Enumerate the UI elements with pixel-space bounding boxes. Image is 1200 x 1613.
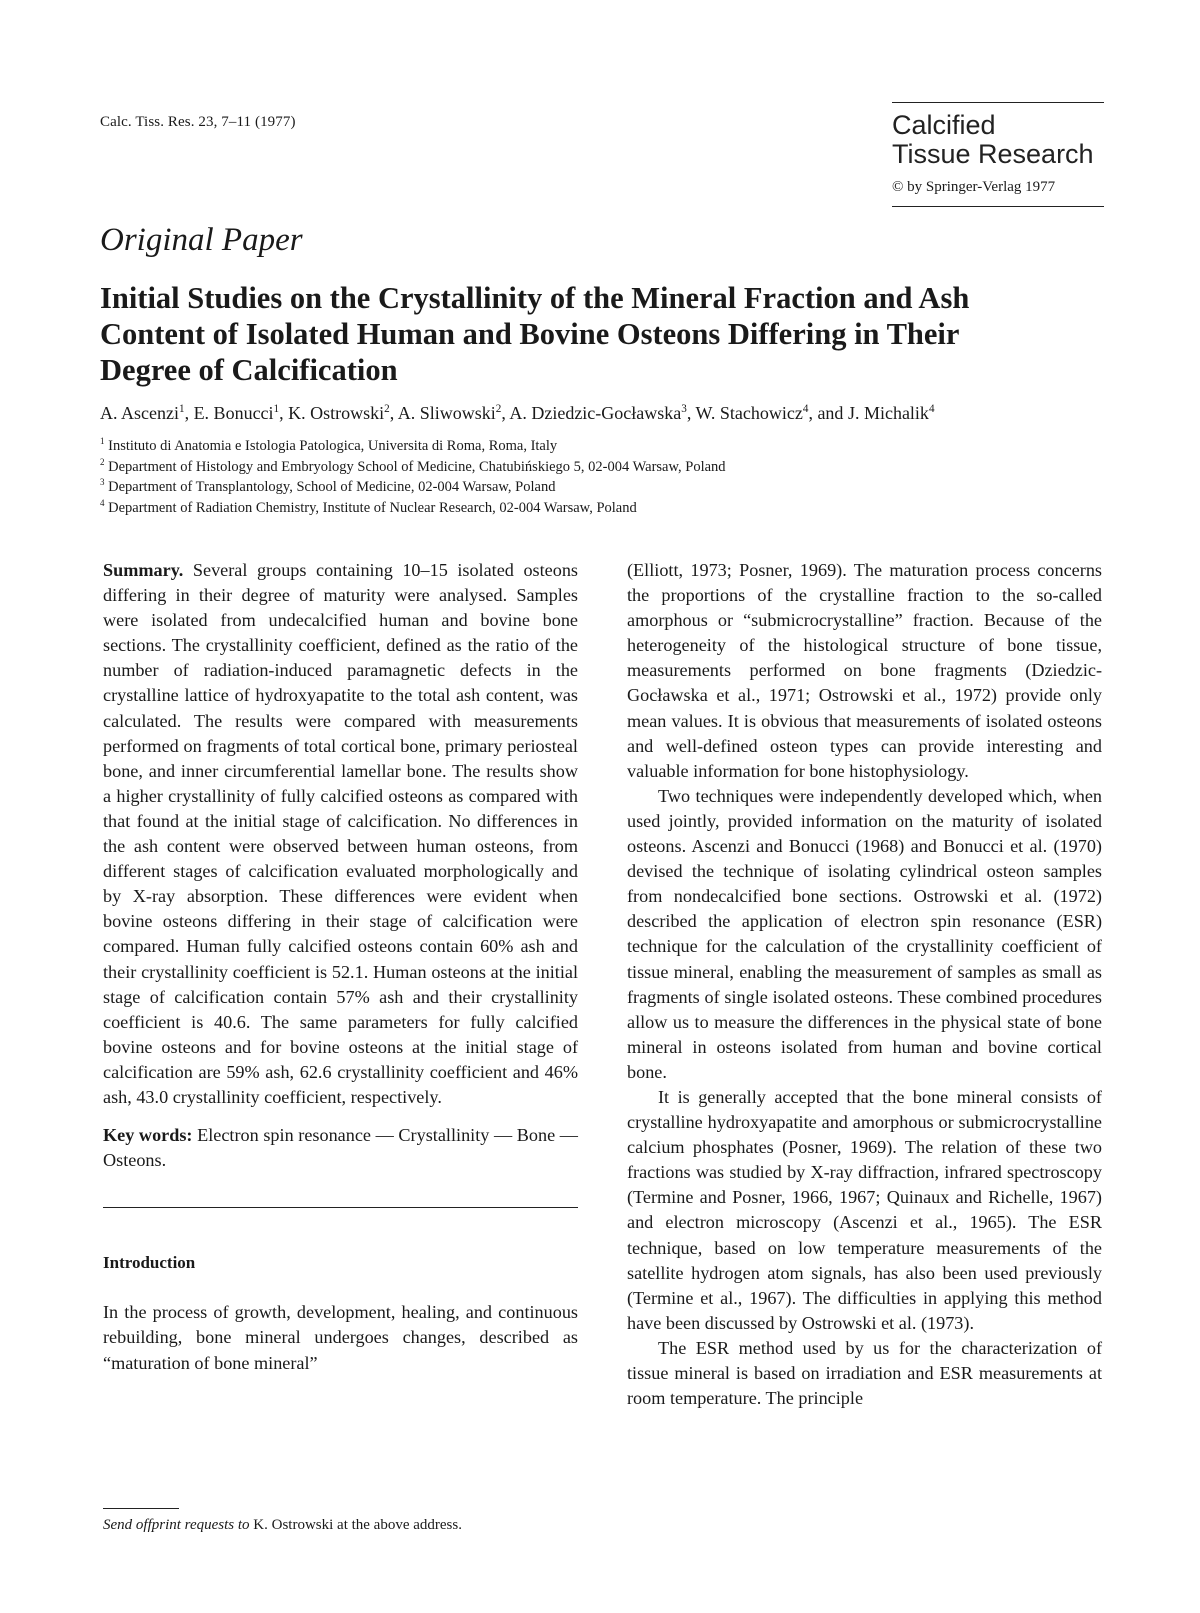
title-line1: Initial Studies on the Crystallinity of the Mineral Fraction and Ash: [100, 281, 970, 315]
masthead-bottom-rule: [892, 206, 1104, 207]
section-divider: [103, 1207, 578, 1208]
journal-citation: Calc. Tiss. Res. 23, 7–11 (1977): [100, 114, 296, 130]
introduction-heading: Introduction: [103, 1253, 196, 1273]
author-affiliation-mark: 1: [273, 403, 280, 415]
affiliation-text: Department of Transplantology, School of Medicine, 02-004 Warsaw, Poland: [108, 479, 556, 495]
author-affiliation-mark: 4: [928, 403, 935, 415]
title-line3: Degree of Calcification: [100, 353, 398, 387]
author-affiliation-mark: 2: [384, 403, 390, 415]
affiliation-item: [100, 457, 726, 478]
affiliation-text: Department of Radiation Chemistry, Institute of Nuclear Research, 02-004 Warsaw, Poland: [108, 499, 637, 516]
title-line2: Content of Isolated Human and Bovine Osteons Differing in Their: [100, 317, 960, 351]
journal-masthead: [892, 102, 1104, 207]
journal-name: [892, 111, 1104, 169]
footnote-rule: [103, 1508, 179, 1509]
affiliation-item: [100, 498, 726, 519]
author: [398, 403, 510, 423]
affiliation-number: 3: [100, 477, 105, 488]
body-paragraph: (Elliott, 1973; Posner, 1969). The maturation process concerns the proportions of the crystalline fraction to the so-called amorphous or “submicrocrystalline” fraction. Because of the heterogeneity of the histological structure of bone tissue, measurements performed on bone fragments (Dziedzic-Gocławska et al., 1971; Ostrowski et al., 1972) provide only mean values. It is obvious that measurements of isolated osteons and well-defined osteon types can provide interesting and valuable information for bone histophysiology.: [627, 560, 1102, 781]
author-separator: ,: [184, 403, 194, 423]
author-affiliation-mark: 2: [495, 403, 502, 415]
affiliation-item: [100, 436, 726, 457]
footnote-text: K. Ostrowski at the above address.: [253, 1517, 462, 1533]
affiliation-number: 1: [100, 436, 105, 447]
body-paragraph: Two techniques were independently developed which, when used jointly, provided information on the maturity of isolated osteons. Ascenzi and Bonucci (1968) and Bonucci et al. (1970) devised the technique of isolating cylindrical osteon samples from nondecalcified bone sections. Ostrowski et al. (1972) described the application of electron spin resonance (ESR) technique for the calculation of the crystallinity coefficient of tissue mineral, enabling the measurement of samples as small as fragments of single isolated osteons. These combined procedures allow us to measure the differences in the physical state of bone mineral in osteons isolated from human and bovine cortical bone.: [627, 785, 1102, 1082]
affiliation-text: Instituto di Anatomia e Istologia Patologica, Universita di Roma, Roma, Italy: [108, 438, 558, 454]
author-name: K. Ostrowski: [288, 403, 385, 423]
author-separator: ,: [389, 403, 398, 423]
footnote: [103, 1517, 462, 1534]
author: [288, 403, 398, 423]
footnote-label: Send offprint requests to: [103, 1517, 250, 1533]
author: [848, 403, 935, 423]
author: [100, 403, 194, 423]
summary-label: Summary.: [103, 560, 184, 580]
affiliation-number: 2: [100, 456, 105, 467]
paper-type: Original Paper: [100, 222, 303, 258]
paper-title: [100, 280, 1100, 388]
author: [696, 403, 848, 423]
copyright-notice: © by Springer-Verlag 1977: [892, 179, 1056, 195]
author-separator: , and: [808, 403, 848, 423]
left-column: [103, 558, 578, 1376]
author-separator: ,: [279, 403, 289, 423]
affiliation-number: 4: [100, 497, 105, 508]
author-name: A. Sliwowski: [397, 403, 496, 423]
author-name: A. Ascenzi: [100, 403, 179, 423]
affiliation-list: [100, 436, 726, 518]
keywords-label: Key words:: [103, 1125, 193, 1146]
body-paragraph: It is generally accepted that the bone mineral consists of crystalline hydroxyapatite and amorphous or submicrocrystalline calcium phosphates (Posner, 1969). The relation of these two fractions was studied by X-ray diffraction, infrared spectroscopy (Termine and Posner, 1966, 1967; Quinaux and Richelle, 1967) and electron microscopy (Ascenzi et al., 1965). The ESR technique, based on low temperature measurements of the satellite hydrogen atom signals, has also been used previously (Termine et al., 1967). The difficulties in applying this method have been discussed by Ostrowski et al. (1973).: [627, 1086, 1102, 1333]
author-separator: ,: [686, 403, 696, 423]
author: [509, 403, 695, 423]
introduction-paragraph: In the process of growth, development, healing, and continuous rebuilding, bone mineral undergoes changes, described as “maturation of bone mineral”: [103, 1302, 578, 1373]
summary-text: Several groups containing 10–15 isolated osteons differing in their degree of maturity were analysed. Samples were isolated from undecalcified human and bovine bone sections. The crystallinity coefficient, defined as the ratio of the number of radiation-induced paramagnetic defects in the crystalline lattice of hydroxyapatite to the total ash content, was calculated. The results were compared with measurements performed on fragments of total cortical bone, primary periosteal bone, and inner circumferential lamellar bone. The results show a higher crystallinity of fully calcified osteons as compared with that found at the initial stage of calcification. No differences in the ash content were observed between human osteons, from different stages of calcification evaluated morphologically and by X-ray absorption. These differences were evident when bovine osteons differing in their stage of calcification were compared. Human fully calcified osteons contain 60% ash and their crystallinity coefficient is 52.1. Human osteons at the initial stage of calcification contain 57% ash and their crystallinity coefficient is 40.6. The same parameters for fully calcified bovine osteons and for bovine osteons at the initial stage of calcification are 59% ash, 62.6 crystallinity coefficient and 46% ash, 43.0 crystallinity coefficient, respectively.: [103, 560, 579, 1107]
affiliation-text: Department of Histology and Embryology School of Medicine, Chatubińskiego 5, 02-004 Warsaw, Poland: [108, 458, 726, 475]
summary-paragraph: [103, 558, 578, 1110]
right-column: [627, 558, 1102, 1411]
author-list: [100, 403, 935, 424]
body-paragraph: The ESR method used by us for the characterization of tissue mineral is based on irradiation and ESR measurements at room temperature. The principle: [627, 1337, 1102, 1409]
author-affiliation-mark: 3: [681, 403, 687, 415]
author-separator: ,: [501, 403, 510, 423]
author-name: A. Dziedzic-Gocławska: [509, 403, 682, 423]
journal-name-line2: Tissue Research: [892, 139, 1094, 169]
keywords-paragraph: [103, 1123, 578, 1173]
author: [194, 403, 289, 423]
journal-name-line1: Calcified: [892, 110, 996, 140]
masthead-top-rule: [892, 102, 1104, 103]
author-affiliation-mark: 1: [178, 403, 185, 415]
author-name: W. Stachowicz: [695, 403, 803, 423]
author-name: E. Bonucci: [193, 403, 274, 423]
author-affiliation-mark: 4: [802, 403, 809, 415]
affiliation-item: [100, 477, 726, 498]
author-name: J. Michalik: [847, 403, 929, 423]
keywords-text: Electron spin resonance — Crystallinity — Bone — Osteons.: [103, 1125, 578, 1171]
